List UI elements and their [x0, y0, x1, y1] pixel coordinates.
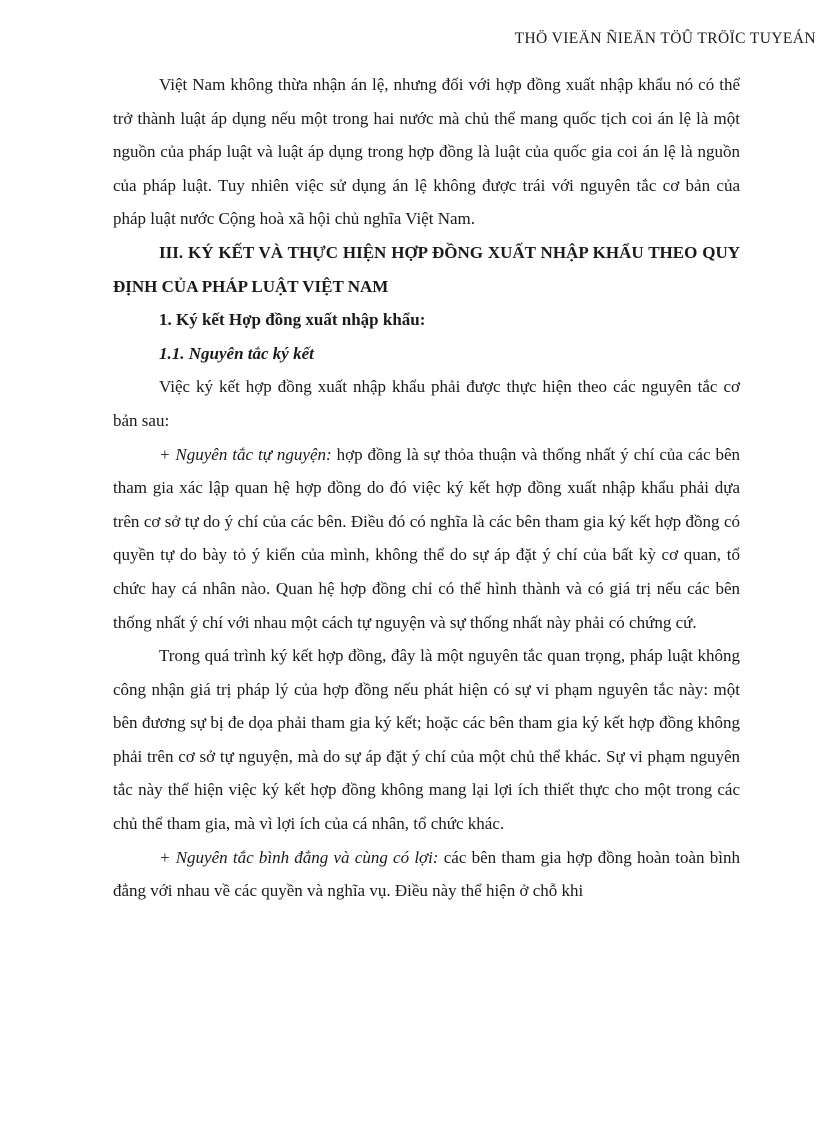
- document-body: [113, 68, 740, 908]
- paragraph-voluntary-principle: [113, 438, 740, 640]
- paragraph-principles-intro: Việc ký kết hợp đồng xuất nhập khẩu phải được thực hiện theo các nguyên tắc cơ bản sau:: [113, 377, 740, 430]
- running-header: THÖ VIEÄN ÑIEÄN TÖÛ TRÖÏC TUYEÁN: [514, 30, 816, 47]
- paragraph-violation: Trong quá trình ký kết hợp đồng, đây là một nguyên tắc quan trọng, pháp luật không công nhận giá trị pháp lý của hợp đồng nếu phát hiện có sự vi phạm nguyên tắc này: một bên đương sự bị đe dọa phải tham gia ký kết; hoặc các bên tham gia ký kết hợp đồng không phải trên cơ sở tự nguyện, mà do sự áp đặt ý chí của một chủ thể khác. Sự vi phạm nguyên tắc này thể hiện việc ký kết hợp đồng không mang lại lợi ích thiết thực cho một trong các chủ thể tham gia, mà vì lợi ích của cá nhân, tổ chức khác.: [113, 646, 740, 834]
- subsubsection-heading: 1.1. Nguyên tắc ký kết: [159, 343, 314, 363]
- section-heading: III. KÝ KẾT VÀ THỰC HIỆN HỢP ĐỒNG XUẤT NHẬP KHẨU THEO QUY ĐỊNH CỦA PHÁP LUẬT VIỆT NAM: [113, 242, 740, 296]
- principle-label-voluntary: + Nguyên tắc tự nguyện:: [159, 444, 332, 464]
- principle-text-voluntary: hợp đồng là sự thỏa thuận và thống nhất ý chí của các bên tham gia xác lập quan hệ hợp đồng do đó việc ký kết hợp đồng xuất nhập khẩu phải dựa trên cơ sở tự do ý chí của các bên. Điều đó có nghĩa là các bên tham gia ký kết hợp đồng có quyền tự do bày tỏ ý kiến của mình, không thể do sự áp đặt ý chí của bất kỳ cơ quan, tổ chức hay cá nhân nào. Quan hệ hợp đồng chỉ có thể hình thành và có giá trị nếu các bên thống nhất ý chí với nhau một cách tự nguyện và sự thống nhất này phải có chứng cứ.: [113, 444, 740, 632]
- principle-text-equality: các bên tham gia hợp đồng hoàn toàn bình đẳng với nhau về các quyền và nghĩa vụ. Điều này thể hiện ở chỗ khi: [113, 847, 741, 901]
- paragraph-equality-principle: [113, 841, 740, 908]
- subsection-heading: 1. Ký kết Hợp đồng xuất nhập khẩu:: [159, 310, 426, 330]
- paragraph-precedent: Việt Nam không thừa nhận án lệ, nhưng đối với hợp đồng xuất nhập khẩu nó có thể trở thành luật áp dụng nếu một trong hai nước mà chủ thể mang quốc tịch coi án lệ là một nguồn của pháp luật và luật áp dụng trong hợp đồng là luật của quốc gia coi án lệ là nguồn của pháp luật. Tuy nhiên việc sử dụng án lệ không được trái với nguyên tắc cơ bản của pháp luật nước Cộng hoà xã hội chủ nghĩa Việt Nam.: [113, 75, 740, 229]
- principle-label-equality: + Nguyên tắc bình đẳng và cùng có lợi:: [159, 847, 439, 867]
